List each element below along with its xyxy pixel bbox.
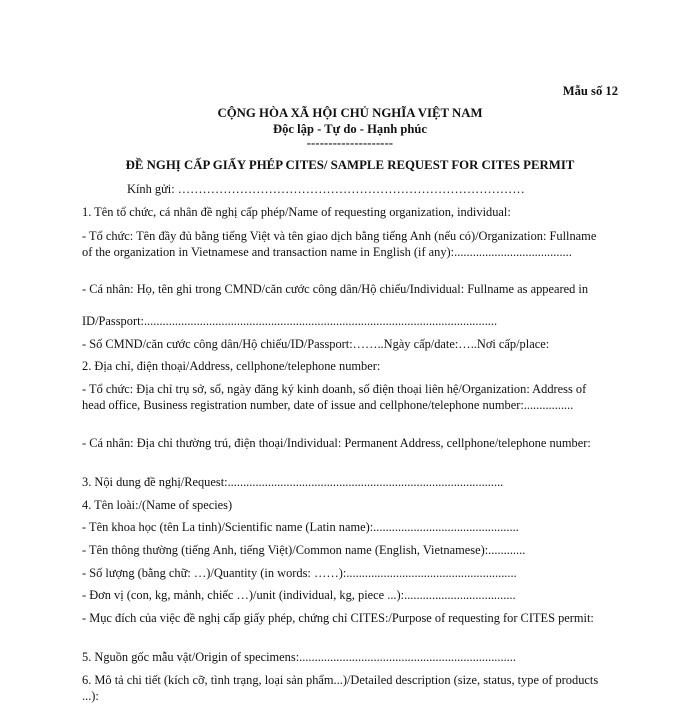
section-4-heading: 4. Tên loài:/(Name of species): [82, 498, 233, 512]
section-2-heading: 2. Địa chỉ, điện thoại/Address, cellphone/telephone number:: [82, 359, 381, 373]
purpose-field: - Mục đích của việc đề nghị cấp giấy phép, chứng chỉ CITES:/Purpose of requesting for CITES permit:: [82, 611, 594, 625]
nation-heading: CỘNG HÒA XÃ HỘI CHỦ NGHĨA VIỆT NAM: [217, 106, 483, 120]
common-name-field: - Tên thông thường (tiếng Anh, tiếng Việt)/Common name (English, Vietnamese):............: [82, 543, 526, 557]
section-6-description: 6. Mô tả chi tiết (kích cỡ, tình trạng, loại sản phẩm...)/Detailed description (size, status, type of products ...):: [82, 673, 599, 703]
id-number-field: - Số CMND/căn cước công dân/Hộ chiếu/ID/Passport:……..Ngày cấp/date:…..Nơi cấp/place:: [82, 337, 550, 351]
scientific-name-field: - Tên khoa học (tên La tinh)/Scientific name (Latin name):...............................................: [82, 520, 519, 534]
id-passport-line: ID/Passport:..................................................................................................................: [82, 314, 498, 328]
document-title: ĐỀ NGHỊ CẤP GIẤY PHÉP CITES/ SAMPLE REQUEST FOR CITES PERMIT: [125, 158, 575, 172]
individual-address-field: - Cá nhân: Địa chỉ thường trú, điện thoại/Individual: Permanent Address, cellphone/telephone number:: [82, 436, 591, 450]
unit-field: - Đơn vị (con, kg, mảnh, chiếc …)/unit (individual, kg, piece ...):....................................: [82, 588, 516, 602]
organization-address-field: - Tổ chức: Địa chỉ trụ sở, số, ngày đăng ký kinh doanh, số điện thoại liên hệ/Organization: Address of head office, Business registration number, date of issue and cellphone/telephone number:................: [82, 382, 587, 412]
organization-name-field: - Tổ chức: Tên đầy đủ bằng tiếng Việt và tên giao dịch bằng tiếng Anh (nếu có)/Organization: Fullname of the organization in Vietnamese and transaction name in English (if any):......................................: [82, 229, 597, 259]
quantity-field: - Số lượng (bằng chữ: …)/Quantity (in words: ……):.......................................................: [82, 566, 517, 580]
section-3-request: 3. Nội dung đề nghị/Request:.........................................................................................: [82, 475, 504, 489]
section-5-origin: 5. Nguồn gốc mẫu vật/Origin of specimens:......................................................................: [82, 650, 516, 664]
header-divider: --------------------: [306, 136, 394, 150]
motto: Độc lập - Tự do - Hạnh phúc: [273, 122, 427, 136]
individual-name-field: - Cá nhân: Họ, tên ghi trong CMND/căn cước công dân/Hộ chiếu/Individual: Fullname as appeared in: [82, 282, 589, 296]
form-number: Mẫu số 12: [562, 84, 618, 98]
addressee-line: Kính gửi: …………………………………………………………………………: [127, 182, 525, 196]
section-1-heading: 1. Tên tổ chức, cá nhân đề nghị cấp phép/Name of requesting organization, individual:: [82, 205, 511, 219]
